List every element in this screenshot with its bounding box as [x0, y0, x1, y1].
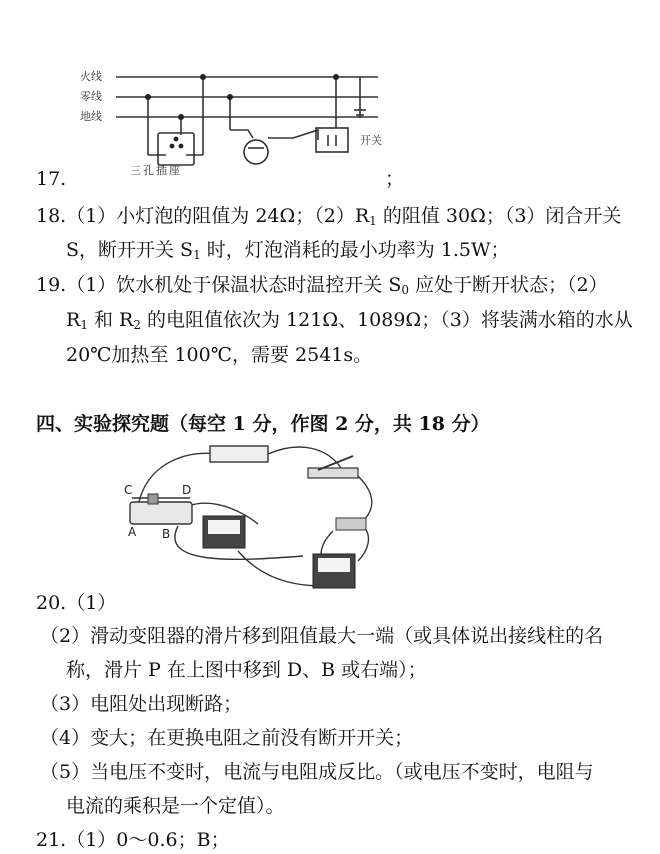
q19-line2-text-a: R — [66, 309, 81, 331]
q19-line1-text-a: 19.（1）饮水机处于保温状态时温控开关 S — [36, 274, 402, 296]
q19-line3: 20℃加热至 100℃，需要 2541s。 — [66, 344, 373, 366]
terminal-a-label: A — [128, 525, 137, 539]
q18-line2-text-a: S，断开开关 S — [66, 239, 194, 261]
circuit-drawing — [118, 436, 408, 606]
socket-label: 三孔插座 — [130, 164, 182, 177]
switch-icon — [316, 128, 348, 152]
q18-line1 — [36, 204, 621, 228]
q19-line2-text-b: 和 R — [87, 309, 134, 331]
q19-line2-sub1: 1 — [80, 318, 88, 332]
resistor-box-icon — [210, 446, 268, 462]
household-wiring-figure — [78, 60, 398, 190]
q20-p3: （3）电阻处出现断路； — [40, 693, 243, 715]
q18-line2-sub: 1 — [193, 248, 201, 262]
q20-p4: （4）变大；在更换电阻之前没有断开开关； — [40, 727, 414, 749]
q18-line1-text-a: 18.（1）小灯泡的阻值为 24Ω；（2）R — [36, 205, 370, 227]
q18-line2 — [66, 238, 510, 262]
q19-line1 — [36, 273, 608, 297]
q18-line2-text-b: 时，灯泡消耗的最小功率为 1.5W； — [200, 239, 510, 261]
q17-tail: ； — [385, 168, 405, 190]
terminal-b-label: B — [162, 527, 171, 541]
q19-line2 — [66, 308, 633, 332]
q19-line1-sub: 0 — [401, 283, 410, 297]
neutral-wire-label: 零线 — [80, 90, 102, 103]
q20-p5a: （5）当电压不变时，电流与电阻成反比。（或电压不变时，电阻与 — [40, 761, 594, 783]
q20-p2b: 称，滑片 P 在上图中移到 D、B 或右端）； — [66, 659, 427, 681]
ground-wire-label: 地线 — [80, 110, 102, 123]
q20-p1: 20.（1） — [36, 592, 117, 614]
q18-line1-text-b: 的阻值 30Ω；（3）闭合开关 — [376, 205, 622, 227]
q19-line1-text-b: 应处于断开状态；（2） — [409, 274, 608, 296]
q19-line2-sub2: 2 — [133, 318, 141, 332]
q20-p5b: 电流的乘积是一个定值）。 — [66, 795, 285, 817]
terminal-c-label: C — [124, 483, 133, 497]
battery-icon — [336, 518, 366, 530]
q21-p1: 21.（1）0～0.6；B； — [36, 829, 230, 851]
switch-label: 开关 — [360, 134, 382, 147]
live-wire-label: 火线 — [80, 70, 102, 83]
terminal-d-label: D — [182, 483, 192, 497]
knife-switch-icon — [308, 468, 358, 478]
section-4-heading: 四、实验探究题（每空 1 分，作图 2 分，共 18 分） — [36, 413, 490, 435]
lamp-icon — [244, 140, 268, 164]
wiring-drawing — [78, 60, 398, 190]
q18-line1-sub: 1 — [369, 214, 377, 228]
q20-p2a: （2）滑动变阻器的滑片移到阻值最大一端（或具体说出接线柱的名 — [40, 625, 604, 647]
q19-line2-text-c: 的电阻值依次为 121Ω、1089Ω；（3）将装满水箱的水从 — [140, 309, 633, 331]
experiment-circuit-figure — [118, 436, 408, 606]
rheostat-icon — [130, 502, 192, 524]
q17-number: 17. — [36, 168, 67, 190]
